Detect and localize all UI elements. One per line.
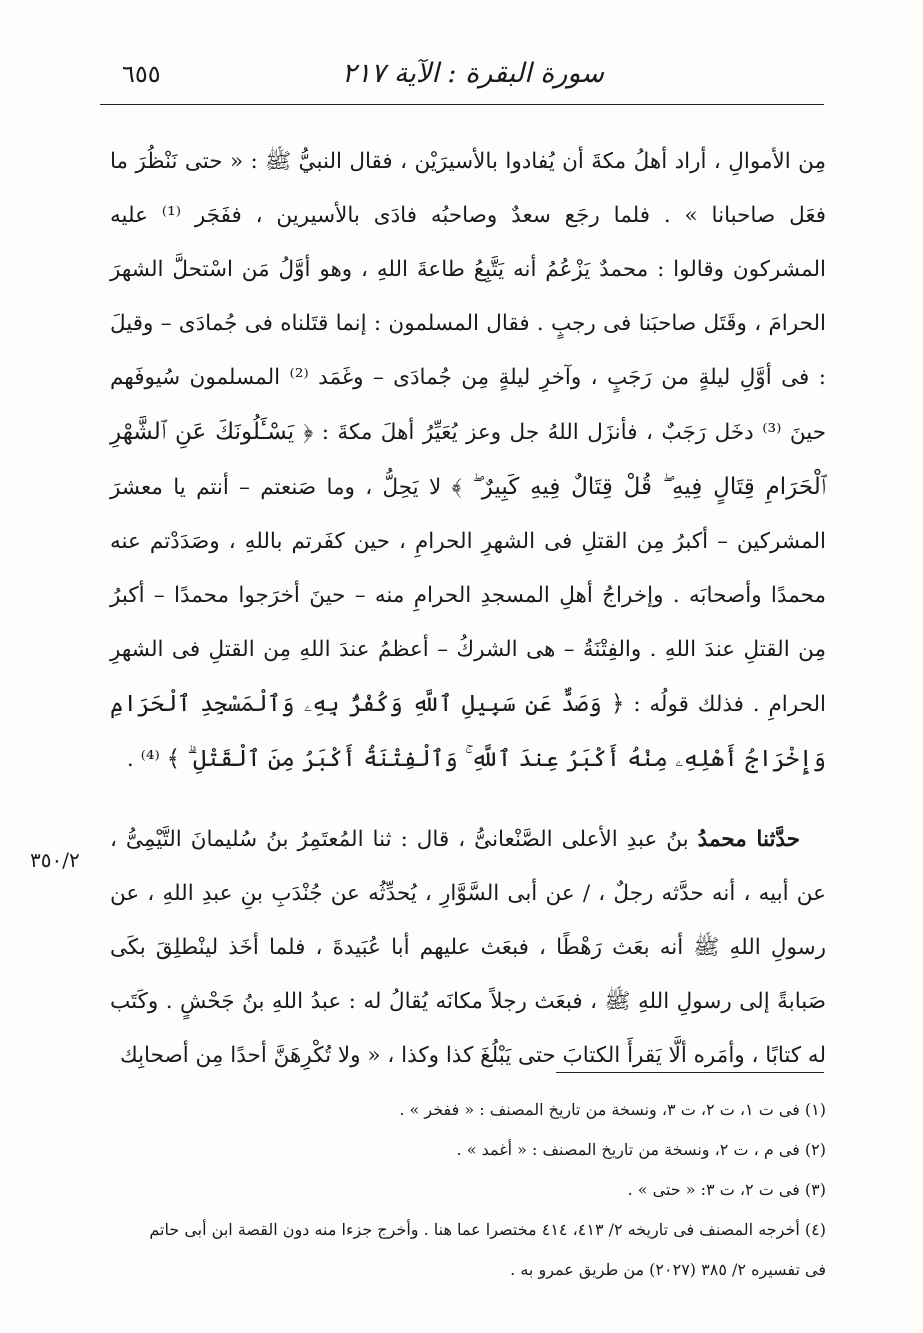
footnotes [90,1090,826,1290]
footnotes-divider [556,1072,824,1073]
paragraph-1-continuation: لا يَحِلُّ ، وما صَنعتم – أنتم يا معشرَ المشركين – أكبرُ مِن القتلِ فى الشهرِ الحرامِ ، حين كفَرتم باللهِ ، وصَدَدْتم عنه محمدًا وأصحابَه . وإخراجُ أهلِ المسجدِ الحرامِ منه – حينَ أخرَجوا محمدًا – أكبرُ مِن القتلِ عندَ اللهِ . والفِتْنَةُ – هى الشركُ – أعظمُ عندَ اللهِ مِن القتلِ فى الشهرِ الحرامِ . فذلك قولُه : [110,475,826,717]
footnote-3: (٣) فى ت ٢، ت ٣: « حتى » . [627,1180,826,1199]
running-header [100,52,824,102]
running-header-title: سورة البقرة : الآية ٢١٧ [341,58,604,89]
footnote-4: (٤) أخرجه المصنف فى تاريخه ٢/ ٤١٣، ٤١٤ مختصرا عما هنا . وأخرج جزءا منه دون القصة ابن أبى حاتم [149,1220,826,1239]
footnote-2: (٢) فى م ، ت ٢، ونسخة من تاريخ المصنف : « أغمد » . [456,1140,826,1159]
footnote-1: (١) فى ت ١، ت ٢، ت ٣، ونسخة من تاريخ المصنف : « ففخر » . [399,1100,826,1119]
page-number: ٦٥٥ [122,60,161,88]
paragraph-gap [110,787,826,813]
quran-verse-1: ﴿ يَسْـَٔلُونَكَ عَنِ ٱلشَّهْرِ ٱلْحَرَامِ قِتَالٍ فِيهِ ۖ قُلْ قِتَالٌ فِيهِ كَبِيرٌ ۖ ﴾ [110,419,826,500]
paragraph-2 [110,813,826,1083]
header-divider [100,104,824,105]
paragraph-2-text: بنُ عبدِ الأعلى الصَّنْعانىُّ ، قال : ثنا المُعتَمِرُ بنُ سُليمانَ التَّيْمِىُّ ، عن أبيه ، أنه حدَّثه رجلٌ ، / عن أبى السَّوَّارِ ، يُحدِّثُه عن جُنْدَبِ بنِ عبدِ اللهِ ، عن رسولِ اللهِ ﷺ أنه بعَث رَهْطًا ، فبعَث عليهم أبا عُبَيدةَ ، فلما أخَذ لينْطلِقَ بكَى صَبابةً إلى رسولِ اللهِ ﷺ ، فبعَث رجلاً مكانَه يُقالُ له : عبدُ اللهِ بنُ جَحْشٍ . وكَتَب له كتابًا ، وأمَره ألَّا يَقرأَ الكتابَ حتى يَبْلُغَ كذا وكذا ، « ولا تُكْرِهَنَّ أحدًا مِن أصحابِك [110,827,826,1068]
main-text [110,135,826,1083]
footnote-ref-4: ⁽⁴⁾ . [126,747,160,772]
paragraph-1-text: مِن الأموالِ ، أراد أهلُ مكةَ أن يُفادوا بالأسيرَيْن ، فقال النبيُّ ﷺ : « حتى نَنْظُرَ ما فعَل صاحبانا » . فلما رجَع سعدٌ وصاحبُه فادَى بالأسيرين ، ففَجَر ⁽¹⁾ عليه المشركون وقالوا : محمدٌ يَزْعُمُ أنه يَتَّبِعُ طاعةَ اللهِ ، وهو أوَّلُ مَن اسْتحلَّ الشهرَ الحرامَ ، وقَتَل صاحبَنا فى رجبٍ . فقال المسلمون : إنما قتَلناه فى جُمادَى – وقيلَ : فى أوَّلِ ليلةٍ من رَجَبٍ ، وآخرِ ليلةٍ مِن جُمادَى – وغَمَد ⁽²⁾ المسلمون سُيوفَهم حينَ ⁽³⁾ دخَل رَجَبٌ ، فأنزَل اللهُ جل وعز يُعَيِّرُ أهلَ مكةَ : [110,149,826,445]
footnote-4-continuation: فى تفسيره ٢/ ٣٨٥ (٢٠٢٧) من طريق عمرو به . [510,1260,826,1279]
margin-volume-reference: ٣٥٠/٢ [30,848,80,872]
paragraph-1 [110,135,826,787]
hadith-chain-lead: حدَّثنا محمدُ [697,827,801,852]
quran-verse-2: ﴿ وَصَدٌّ عَن سَبِيلِ ٱللَّهِ وَكُفْرٌۢ بِهِۦ وَٱلْمَسْجِدِ ٱلْحَرَامِ وَإِخْرَاجُ أَهْلِهِۦ مِنْهُ أَكْبَرُ عِندَ ٱللَّهِ ۚ وَٱلْفِتْنَةُ أَكْبَرُ مِنَ ٱلْقَتْلِ ۗ ﴾ [110,691,826,772]
